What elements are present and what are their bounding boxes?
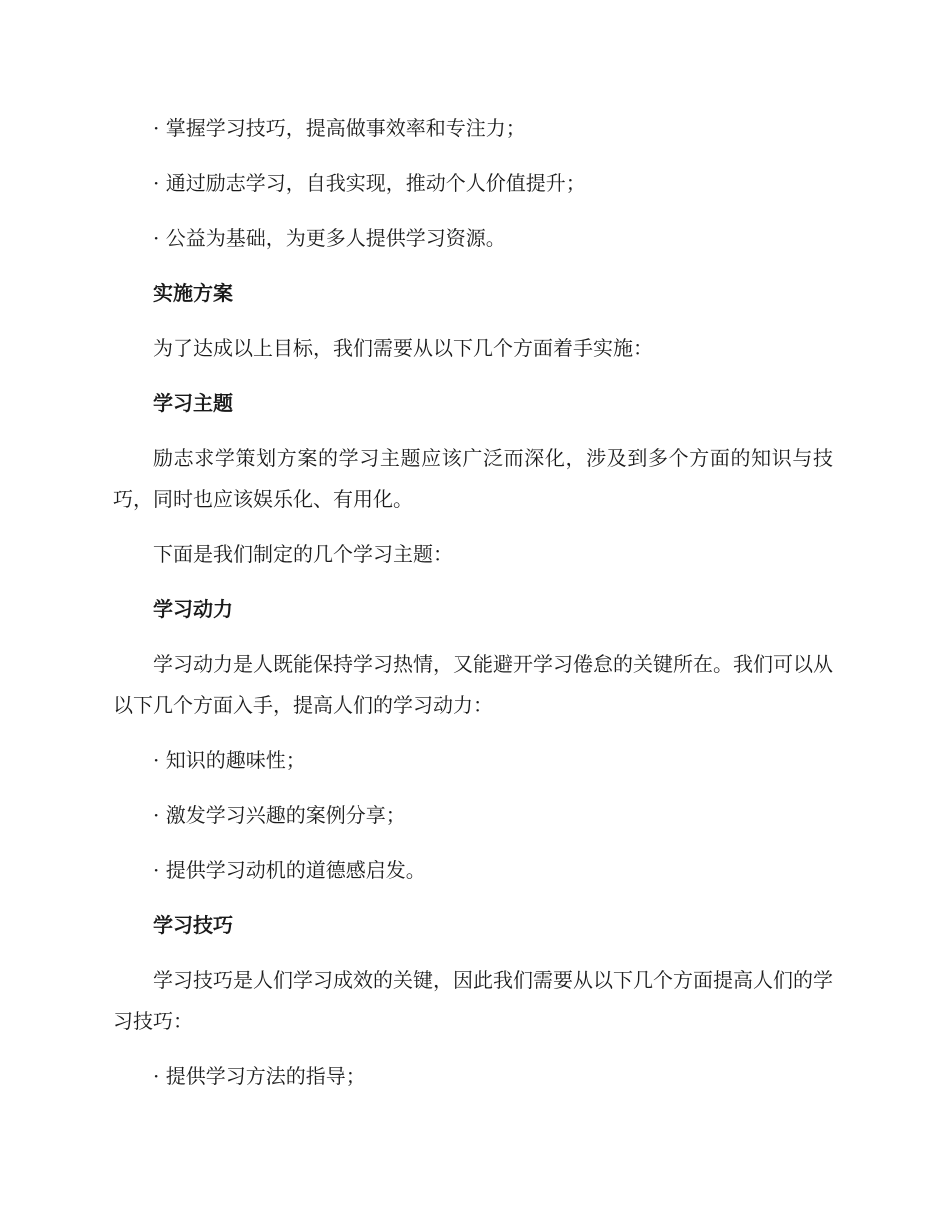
section-heading-theme: 学习主题: [153, 391, 233, 415]
bullet-item: · 通过励志学习，自我实现，推动个人价值提升；: [153, 171, 586, 195]
paragraph-theme: 励志求学策划方案的学习主题应该广泛而深化，涉及到多个方面的知识与技巧，同时也应该娱乐化、有用化。: [113, 446, 833, 511]
bullet-item: · 提供学习方法的指导；: [153, 1064, 366, 1088]
paragraph-skills: 学习技巧是人们学习成效的关键，因此我们需要从以下几个方面提高人们的学习技巧：: [113, 968, 833, 1033]
section-heading-plan: 实施方案: [153, 281, 233, 305]
bullet-item: · 提供学习动机的道德感启发。: [153, 858, 426, 882]
document-page: [113, 108, 833, 1111]
paragraph-motivation: 学习动力是人既能保持学习热情，又能避开学习倦怠的关键所在。我们可以从以下几个方面入手，提高人们的学习动力：: [113, 652, 833, 717]
bullet-item: · 公益为基础，为更多人提供学习资源。: [153, 226, 506, 250]
paragraph-plan: 为了达成以上目标，我们需要从以下几个方面着手实施：: [153, 336, 653, 360]
bullet-item: · 掌握学习技巧，提高做事效率和专注力；: [153, 116, 526, 140]
bullet-item: · 激发学习兴趣的案例分享；: [153, 803, 406, 827]
section-heading-skills: 学习技巧: [153, 913, 233, 937]
paragraph-theme-list: 下面是我们制定的几个学习主题：: [153, 542, 453, 566]
bullet-item: · 知识的趣味性；: [153, 748, 306, 772]
section-heading-motivation: 学习动力: [153, 597, 233, 621]
